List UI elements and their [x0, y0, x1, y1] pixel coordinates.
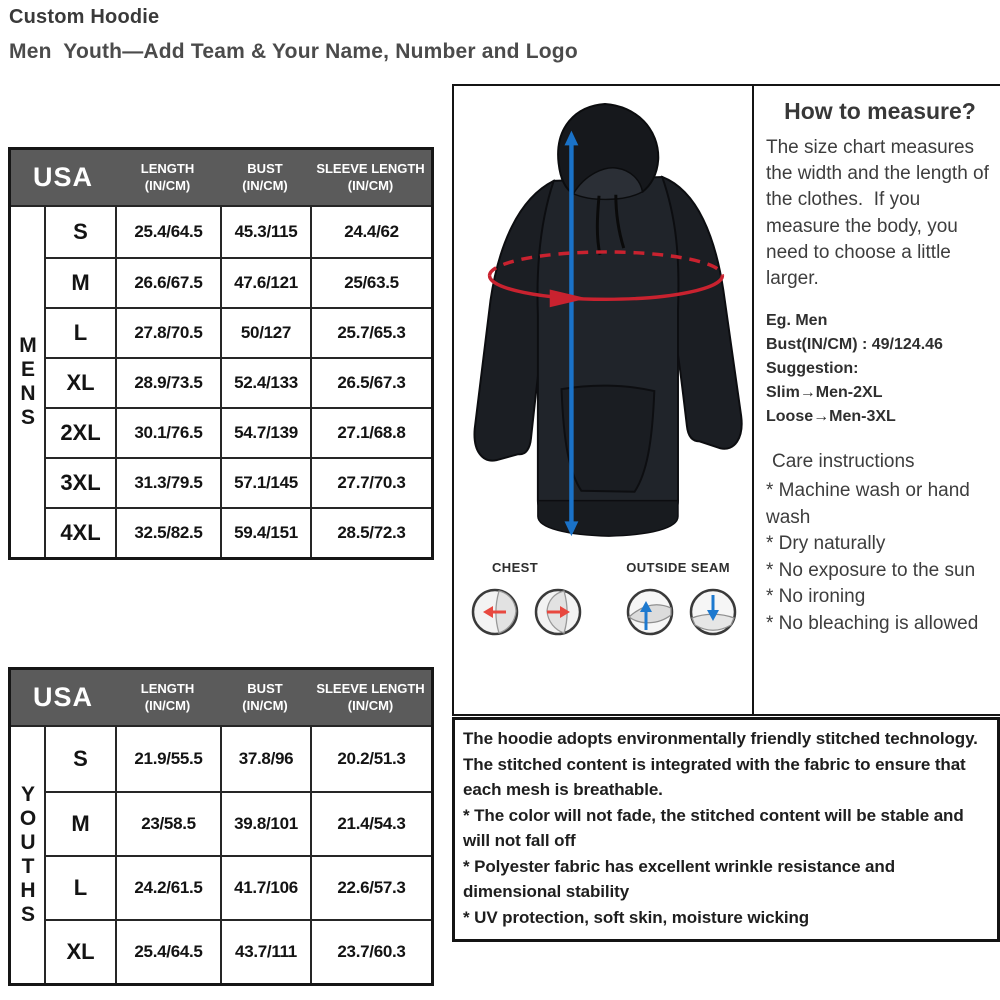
size-chart-row: [46, 507, 431, 557]
measure-body: The size chart measures the width and the length of the clothes. If you measure the body, you need to choose a little larger.: [766, 137, 995, 290]
care-heading: Care instructions: [772, 451, 915, 473]
size-cell: S: [73, 746, 88, 771]
sleeve-cell: 24.4/62: [310, 207, 431, 257]
bust-cell: 52.4/133: [220, 359, 310, 407]
mens-rows: [46, 207, 431, 557]
outside-seam-icons-group: [625, 587, 738, 637]
fabric-circle-arrow-up-icon: [625, 587, 675, 637]
length-cell: 23/58.5: [115, 793, 220, 855]
length-cell: 25.4/64.5: [115, 207, 220, 257]
sleeve-cell: 27.1/68.8: [310, 409, 431, 457]
length-cell: 30.1/76.5: [115, 409, 220, 457]
bust-cell: 54.7/139: [220, 409, 310, 457]
list-item: Suggestion:: [766, 360, 859, 378]
size-chart-row: [46, 855, 431, 919]
mens-chart-header: [11, 150, 431, 207]
size-cell: M: [71, 811, 90, 836]
size-cell: 4XL: [60, 520, 101, 545]
list-item: * No bleaching is allowed: [766, 612, 979, 634]
youths-rows: [46, 727, 431, 983]
how-to-measure-panel: [754, 84, 1000, 716]
chest-label: CHEST: [492, 560, 539, 575]
sleeve-cell: 26.5/67.3: [310, 359, 431, 407]
bust-header: BUST (IN/CM): [242, 160, 288, 193]
size-suggestion-block: [766, 309, 994, 429]
bust-cell: 43.7/111: [220, 921, 310, 983]
sleeve-cell: 27.7/70.3: [310, 459, 431, 507]
hoodie-measure-panel: [452, 84, 754, 716]
list-item: * UV protection, soft skin, moisture wicking: [463, 907, 810, 927]
description-bullets: [463, 803, 989, 931]
bust-cell: 50/127: [220, 309, 310, 357]
size-chart-row: [46, 257, 431, 307]
sleeve-cell: 22.6/57.3: [310, 857, 431, 919]
sleeve-header: SLEEVE LENGTH (IN/CM): [316, 680, 425, 713]
size-chart-row: [46, 357, 431, 407]
list-item: * No ironing: [766, 586, 866, 608]
size-chart-row: [46, 791, 431, 855]
outside-seam-label: OUTSIDE SEAM: [626, 560, 730, 575]
bust-cell: 41.7/106: [220, 857, 310, 919]
sleeve-cell: 20.2/51.3: [310, 727, 431, 791]
size-cell: L: [73, 320, 88, 345]
hoodie-product-image: [455, 88, 751, 558]
sleeve-header: SLEEVE LENGTH (IN/CM): [316, 160, 425, 193]
bust-cell: 47.6/121: [220, 259, 310, 307]
length-cell: 31.3/79.5: [115, 459, 220, 507]
length-header: LENGTH (IN/CM): [140, 160, 195, 193]
bust-cell: 39.8/101: [220, 793, 310, 855]
measure-heading: How to measure?: [784, 98, 976, 124]
page-title: Custom Hoodie: [9, 6, 160, 28]
bust-cell: 45.3/115: [220, 207, 310, 257]
fabric-circle-arrow-left-icon: [470, 587, 520, 637]
list-item: * Machine wash or hand wash: [766, 479, 970, 528]
fabric-circle-arrow-right-icon: [533, 587, 583, 637]
page-subtitle: Men Youth—Add Team & Your Name, Number and Logo: [9, 40, 578, 63]
sleeve-cell: 25/63.5: [310, 259, 431, 307]
mens-group-label: MENS: [16, 334, 40, 430]
size-chart-row: [46, 307, 431, 357]
youths-chart-header: [11, 670, 431, 727]
size-chart-row: [46, 919, 431, 983]
size-cell: M: [71, 270, 90, 295]
size-chart-row: [46, 457, 431, 507]
fabric-circle-arrow-down-icon: [688, 587, 738, 637]
size-chart-row: [46, 407, 431, 457]
size-cell: 2XL: [60, 420, 101, 445]
title-block: [9, 6, 709, 64]
product-description-panel: [452, 717, 1000, 942]
bust-cell: 57.1/145: [220, 459, 310, 507]
mens-size-chart: [8, 147, 434, 560]
list-item: Loose→Men-3XL: [766, 408, 896, 426]
size-cell: L: [73, 875, 88, 900]
care-items: [766, 478, 994, 638]
size-cell: XL: [66, 370, 95, 395]
mens-group-strip: [11, 207, 46, 557]
sleeve-cell: 23.7/60.3: [310, 921, 431, 983]
size-chart-row: [46, 727, 431, 791]
youths-size-chart: [8, 667, 434, 986]
length-cell: 28.9/73.5: [115, 359, 220, 407]
length-header: LENGTH (IN/CM): [140, 680, 195, 713]
chest-icons-group: [470, 587, 583, 637]
length-cell: 24.2/61.5: [115, 857, 220, 919]
length-cell: 26.6/67.5: [115, 259, 220, 307]
length-cell: 27.8/70.5: [115, 309, 220, 357]
sleeve-cell: 21.4/54.3: [310, 793, 431, 855]
list-item: Bust(IN/CM) : 49/124.46: [766, 336, 943, 354]
length-cell: 25.4/64.5: [115, 921, 220, 983]
bust-header: BUST (IN/CM): [242, 680, 288, 713]
size-cell: 3XL: [60, 470, 101, 495]
description-intro: The hoodie adopts environmentally friendly stitched technology. The stitched content is integrated with the fabric to ensure that each mesh is breathable.: [463, 729, 978, 799]
length-cell: 21.9/55.5: [115, 727, 220, 791]
length-cell: 32.5/82.5: [115, 509, 220, 557]
usa-header: USA: [32, 682, 93, 712]
sleeve-cell: 28.5/72.3: [310, 509, 431, 557]
youths-group-label: YOUTHS: [16, 783, 40, 927]
list-item: * Polyester fabric has excellent wrinkle resistance and dimensional stability: [463, 856, 895, 901]
sleeve-cell: 25.7/65.3: [310, 309, 431, 357]
list-item: * Dry naturally: [766, 533, 886, 555]
size-cell: XL: [66, 939, 95, 964]
care-instructions-block: [766, 449, 994, 637]
list-item: * The color will not fade, the stitched content will be stable and will not fall off: [463, 805, 964, 850]
size-chart-row: [46, 207, 431, 257]
usa-header: USA: [32, 162, 93, 192]
bust-cell: 37.8/96: [220, 727, 310, 791]
size-cell: S: [73, 219, 88, 244]
list-item: Eg. Men: [766, 312, 828, 330]
hoodie-graphic: [474, 104, 741, 536]
youths-group-strip: [11, 727, 46, 983]
list-item: * No exposure to the sun: [766, 559, 976, 581]
list-item: Slim→Men-2XL: [766, 384, 883, 402]
bust-cell: 59.4/151: [220, 509, 310, 557]
